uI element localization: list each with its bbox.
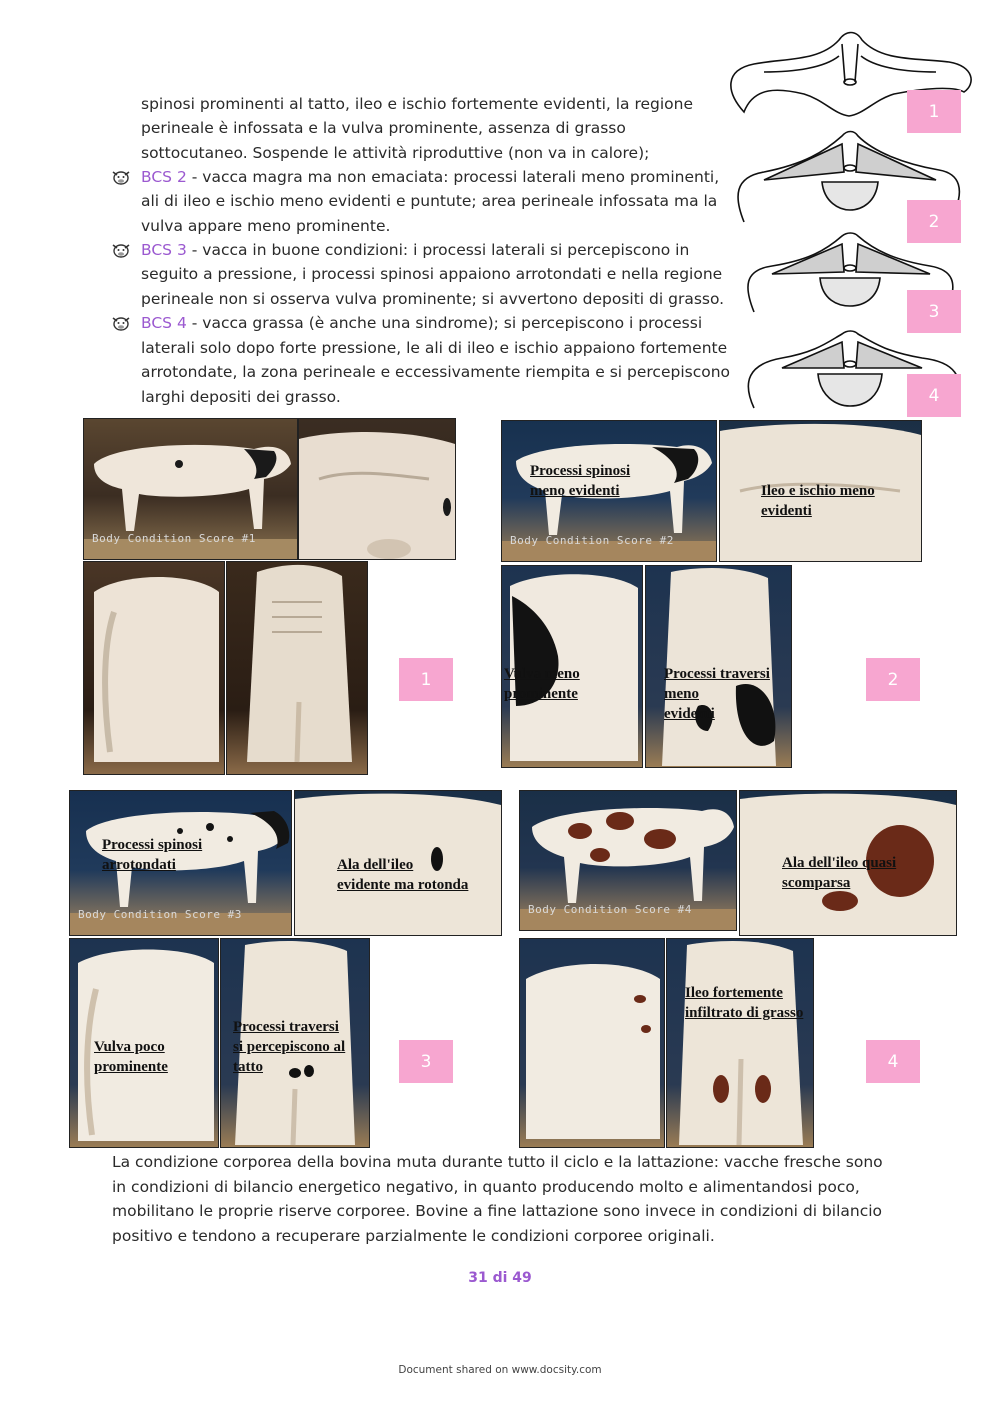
cow-bullet-icon [110,314,132,332]
cow-hip-illustration [299,419,455,559]
diagram-number-4: 4 [907,374,961,417]
bcs3-rear-photo [69,938,219,1148]
bcs4-caption: Body Condition Score #4 [528,903,692,916]
bcs3-label-traversi: Processi traversi si percepiscono al tatto [233,1019,346,1075]
bcs-2-line-1: BCS 2 - vacca magra ma non emaciata: processi laterali meno prominenti, [141,168,720,186]
bcs3-label-vulva: Vulva poco prominente [94,1039,168,1075]
docsity-footer-link[interactable]: Document shared on www.docsity.com [398,1364,602,1376]
intro-line-1: spinosi prominenti al tatto, ileo e ischio fortemente evidenti, la regione [141,95,694,113]
panel-number-2: 2 [866,658,920,701]
diagram-number-3: 3 [907,290,961,333]
bcs2-hip-photo [719,420,922,562]
bcs4-back-photo [666,938,814,1148]
cow-back-illustration [667,939,813,1147]
bcs-2-line-2: ali di ileo e ischio meno evidenti e puntute; area perineale infossata ma la [141,192,718,210]
bcs4-side-photo [519,790,737,931]
bcs3-label-spinosi: Processi spinosi arrotondati [102,837,203,873]
intro-line-3: sottocutaneo. Sospende le attività riproduttive (non va in calore); [141,144,650,162]
diagram-number-1: 1 [907,90,961,133]
bcs2-side-photo [501,420,717,562]
diagram-number-2: 2 [907,200,961,243]
bcs3-back-photo [220,938,370,1148]
bcs-2-label: BCS 2 [141,168,187,186]
bcs-3-line-1: BCS 3 - vacca in buone condizioni: i processi laterali si percepiscono in [141,241,690,259]
bcs2-back-photo [645,565,792,768]
panel-number-3: 3 [399,1040,453,1083]
bcs-4-line-1: BCS 4 - vacca grassa (è anche una sindrome); si percepiscono i processi [141,314,703,332]
bcs-3-line-3: perineale non si osserva vulva prominente; si avvertono depositi di grasso. [141,290,725,308]
bcs4-hip-photo [739,790,957,936]
cow-rear-illustration [84,562,224,774]
bcs1-caption: Body Condition Score #1 [92,532,256,545]
bcs-4-line-4: larghi depositi dei grasso. [141,388,341,406]
bcs2-caption: Body Condition Score #2 [510,534,674,547]
bcs3-caption: Body Condition Score #3 [78,908,242,921]
bcs-4-label: BCS 4 [141,314,187,332]
bcs4-label-ileo: Ileo fortemente infiltrato di grasso [685,985,804,1021]
bcs1-side-photo [83,418,298,560]
bcs3-side-photo [69,790,292,936]
bcs1-hip-photo [298,418,456,560]
cow-bullet-icon [110,241,132,259]
bcs4-rear-photo [519,938,665,1148]
bcs-3-label: BCS 3 [141,241,187,259]
bcs2-rear-photo [501,565,643,768]
footer-paragraph: La condizione corporea della bovina muta durante tutto il ciclo e la lattazione: vacche fresche sono in condizioni di bilancio energetico negativo, in quanto producendo molto e alimentandosi poco, mobilitano le proprie riserve corporee. Bovine a fine lattazione sono invece in condizioni di bilancio positivo e tendono a recuperare parzialmente le condizioni corporee originali. [112,1153,883,1245]
bcs4-label-ala: Ala dell'ileo quasi scomparsa [782,855,897,891]
cow-bullet-icon [110,168,132,186]
bcs3-label-ala: Ala dell'ileo evidente ma rotonda [337,857,469,893]
bcs-3-line-2: seguito a pressione, i processi spinosi appaiono arrotondati e nella regione [141,265,723,283]
bcs1-back-photo [226,561,368,775]
intro-line-2: perineale è infossata e la vulva prominente, assenza di grasso [141,119,626,137]
page-number: 31 di 49 [468,1270,532,1286]
panel-number-1: 1 [399,658,453,701]
cow-back-illustration [227,562,367,774]
bcs1-rear-photo [83,561,225,775]
bcs3-hip-photo [294,790,502,936]
bcs2-label-traversi: Processi traversi meno evidenti [664,666,770,722]
bcs-4-line-3: arrotondate, la zona perineale e eccessivamente riempita e si percepiscono [141,363,731,381]
bcs-4-line-2: laterali solo dopo forte pressione, le ali di ileo e ischio appaiono fortemente [141,339,728,357]
panel-number-4: 4 [866,1040,920,1083]
cow-rear-illustration [520,939,664,1147]
bcs2-label-ileo: Ileo e ischio meno evidenti [761,483,875,519]
bcs2-label-vulva: Vulva meno prominente [504,666,580,702]
bcs-2-line-3: vulva appare meno prominente. [141,217,391,235]
bcs2-label-spinosi: Processi spinosi meno evidenti [530,463,631,499]
